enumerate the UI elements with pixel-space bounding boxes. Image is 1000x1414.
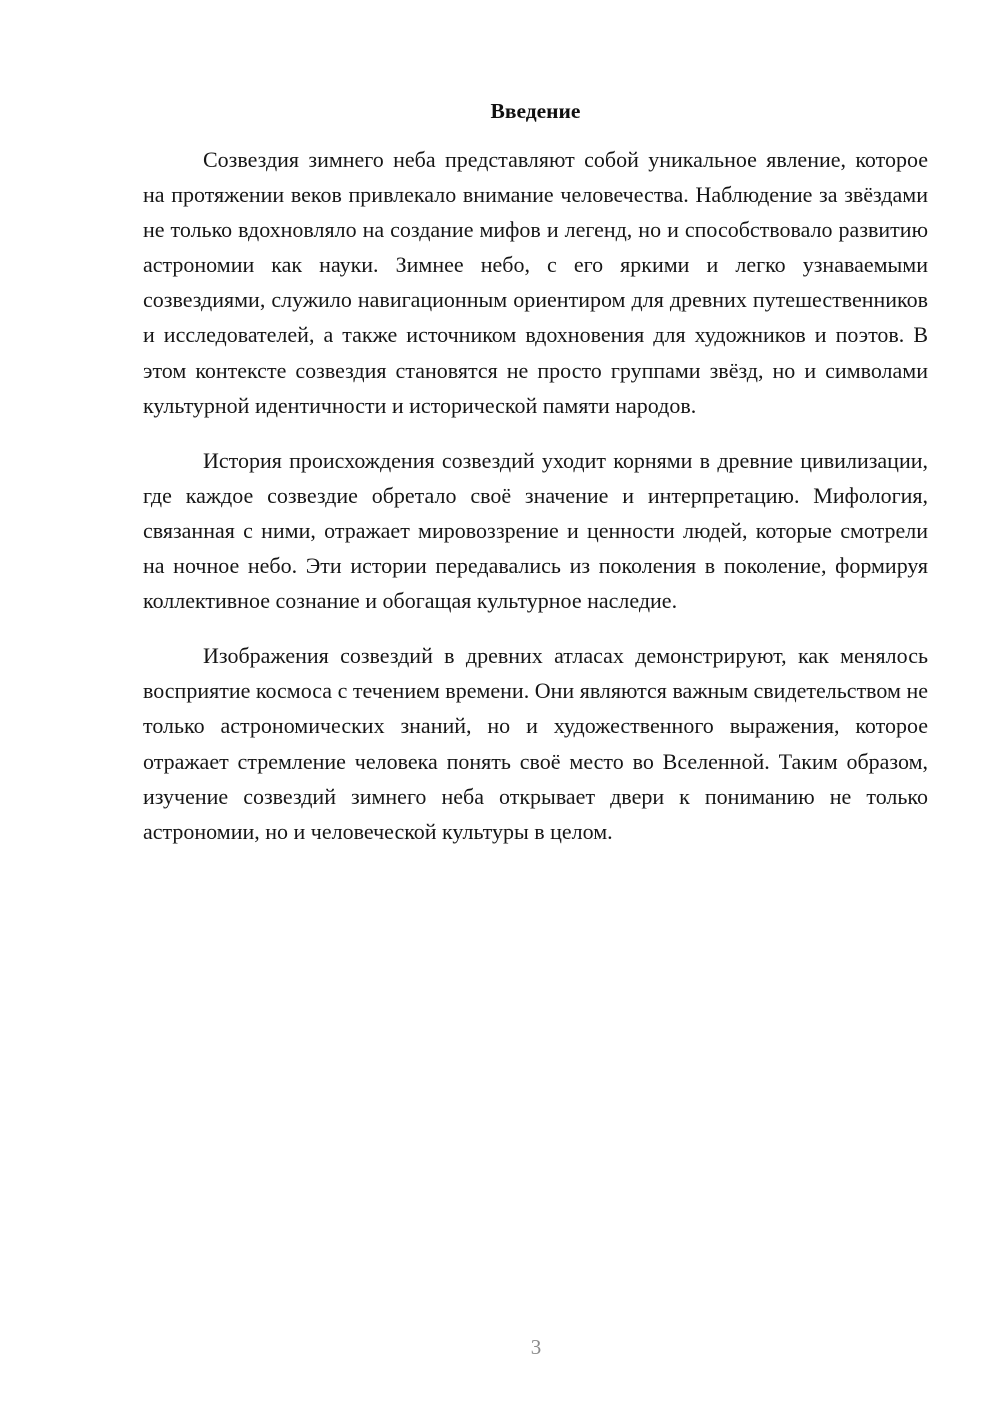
paragraph-1: Созвездия зимнего неба представляют собой уникальное явление, которое на протяжении веков привлекало внимание человечества. Наблюдение за звёздами не только вдохновляло на создание мифов и легенд, но и способствовало развитию астрономии как науки. Зимнее небо, с его яркими и легко узнаваемыми созвездиями, служило навигационным ориентиром для древних путешественников и исследователей, а также источником вдохновения для художников и поэтов. В этом контексте созвездия становятся не просто группами звёзд, но и символами культурной идентичности и исторической памяти народов. xyxy=(143,147,928,418)
paragraph-3: Изображения созвездий в древних атласах демонстрируют, как менялось восприятие космоса с течением времени. Они являются важным свидетельством не только астрономических знаний, но и художественного выражения, которое отражает стремление человека понять своё место во Вселенной. Таким образом, изучение созвездий зимнего неба открывает двери к пониманию не только астрономии, но и человеческой культуры в целом. xyxy=(143,643,928,844)
page-content xyxy=(143,96,928,849)
page-number: 3 xyxy=(530,1335,542,1359)
section-title: Введение xyxy=(490,99,581,123)
paragraph-2: История происхождения созвездий уходит корнями в древние цивилизации, где каждое созвездие обретало своё значение и интерпретацию. Мифология, связанная с ними, отражает мировоззрение и ценности людей, которые смотрели на ночное небо. Эти истории передавались из поколения в поколение, формируя коллективное сознание и обогащая культурное наследие. xyxy=(143,447,928,614)
